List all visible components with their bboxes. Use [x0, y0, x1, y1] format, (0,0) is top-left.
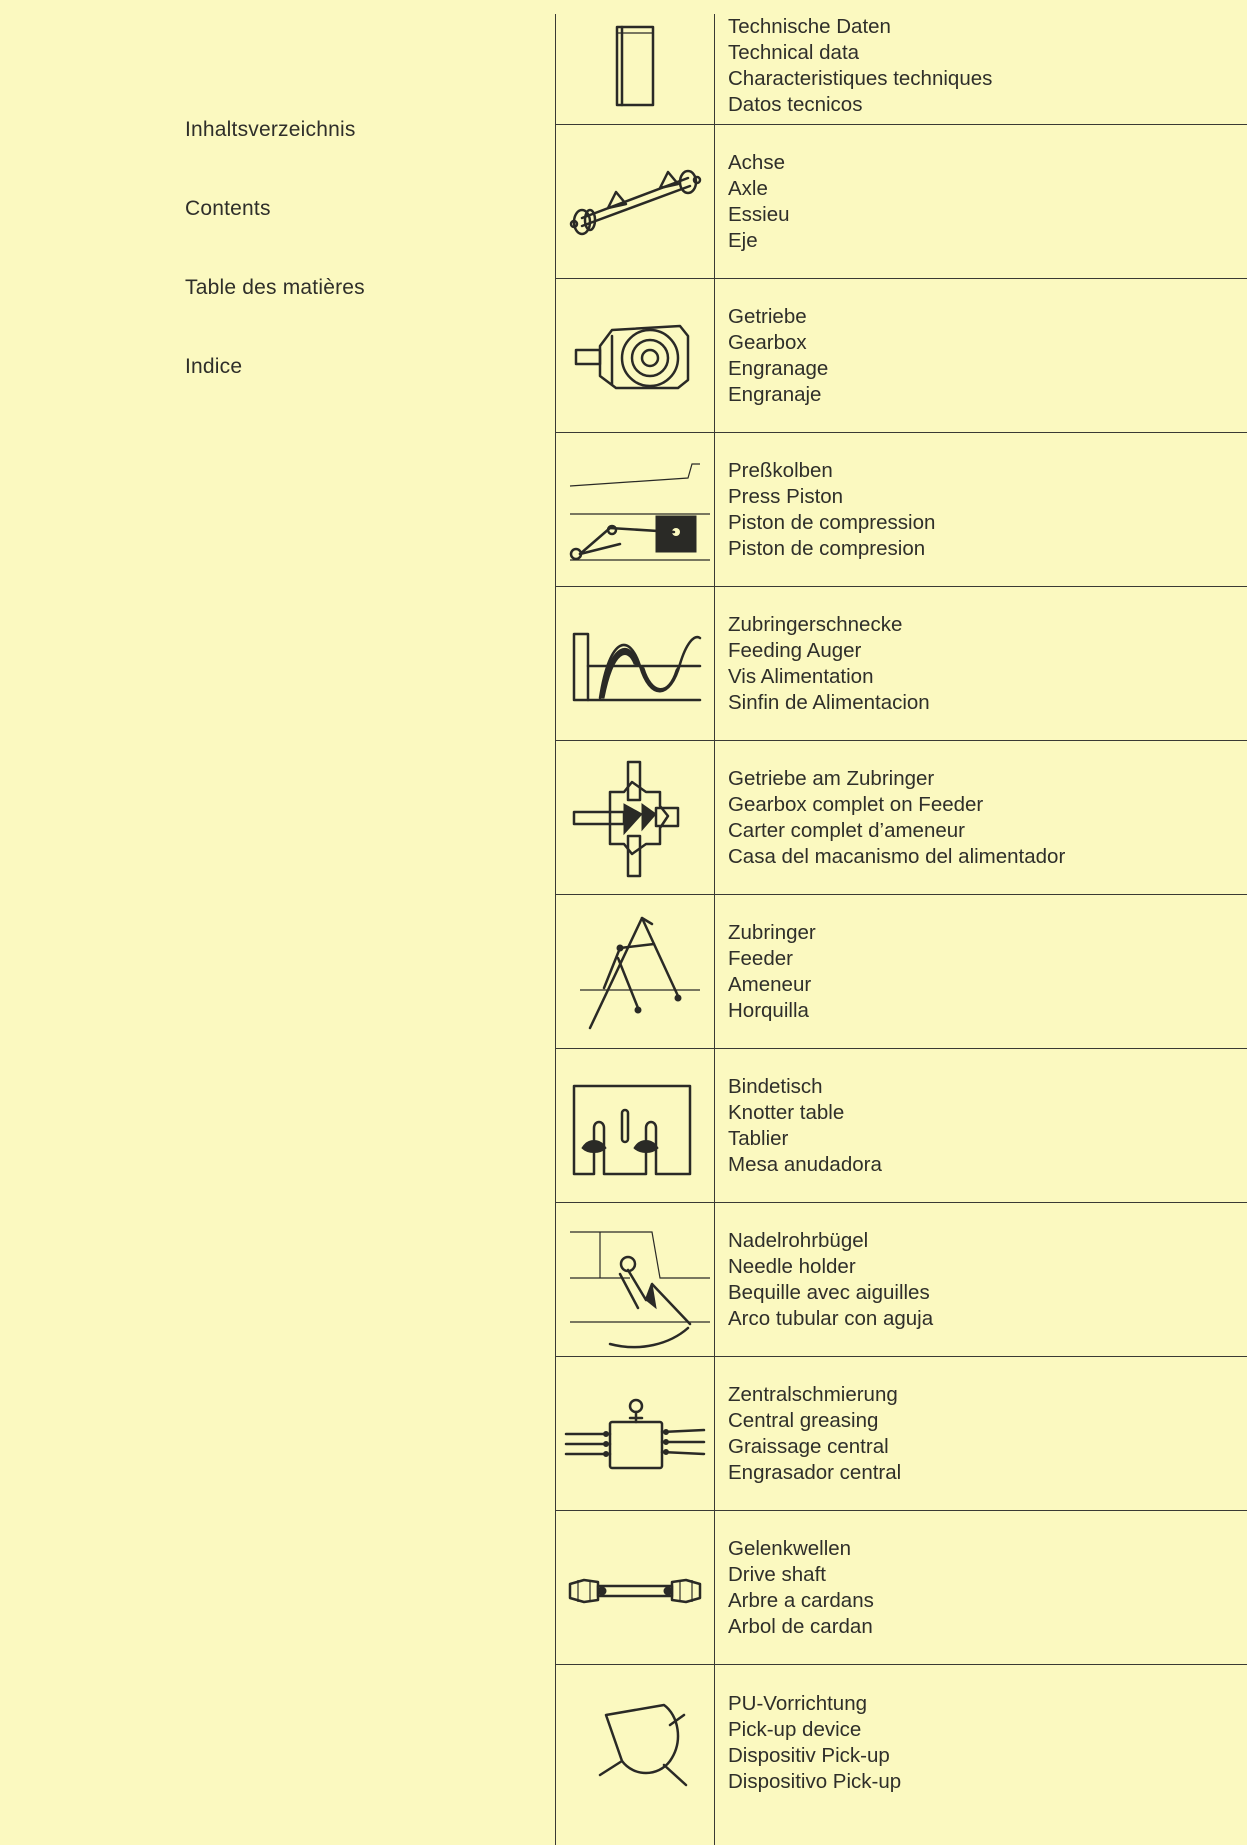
icon-cell: [556, 14, 715, 124]
label-es: Dispositivo Pick-up: [728, 1770, 902, 1793]
heading-french: Table des matières: [185, 276, 365, 299]
label-fr: Dispositiv Pick-up: [728, 1744, 890, 1767]
gearbox-icon: [560, 296, 710, 416]
needle-holder-icon: [560, 1220, 710, 1340]
section-axle[interactable]: [556, 125, 1247, 279]
label-de: Preßkolben: [728, 458, 833, 482]
label-de: Technische Daten: [728, 15, 891, 38]
section-text: [715, 1357, 901, 1510]
label-es: Horquilla: [728, 998, 809, 1022]
label-fr: Tablier: [728, 1126, 789, 1150]
label-es: Sinfin de Alimentacion: [728, 690, 930, 714]
label-en: Gearbox complet on Feeder: [728, 792, 984, 816]
section-text: [715, 279, 828, 432]
icon-cell: [556, 587, 715, 740]
central-greasing-icon: [560, 1374, 710, 1494]
label-fr: Arbre a cardans: [728, 1588, 874, 1612]
icon-cell: [556, 1357, 715, 1510]
label-en: Feeding Auger: [728, 638, 862, 662]
label-de: Bindetisch: [728, 1074, 823, 1098]
feeder-gearbox-icon: [560, 758, 710, 878]
label-de: Achse: [728, 150, 785, 174]
section-text: [715, 1049, 882, 1202]
book-icon: [560, 19, 710, 119]
section-knotter-table[interactable]: [556, 1049, 1247, 1203]
icon-cell: [556, 895, 715, 1048]
section-text: [715, 433, 935, 586]
heading-spanish: Indice: [185, 355, 243, 378]
label-es: Datos tecnicos: [728, 93, 863, 116]
section-text: [715, 587, 930, 740]
pickup-device-icon: [560, 1695, 710, 1815]
icon-cell: [556, 1049, 715, 1202]
icon-cell: [556, 741, 715, 894]
label-en: Technical data: [728, 41, 860, 64]
icon-cell: [556, 1665, 715, 1845]
label-fr: Engranage: [728, 356, 829, 380]
axle-icon: [560, 142, 710, 262]
section-text: [715, 125, 790, 278]
label-es: Mesa anudadora: [728, 1152, 882, 1176]
icon-cell: [556, 279, 715, 432]
heading-german: Inhaltsverzeichnis: [185, 118, 356, 141]
icon-cell: [556, 433, 715, 586]
label-de: Nadelrohrbügel: [728, 1228, 869, 1252]
label-en: Press Piston: [728, 484, 844, 508]
label-de: Getriebe am Zubringer: [728, 766, 935, 790]
section-pickup-device[interactable]: [556, 1665, 1247, 1845]
label-de: Getriebe: [728, 304, 807, 328]
label-es: Casa del macanismo del alimentador: [728, 844, 1066, 868]
drive-shaft-icon: [560, 1528, 710, 1648]
press-piston-icon: [560, 450, 710, 570]
section-drive-shaft[interactable]: [556, 1511, 1247, 1665]
label-de: Zubringer: [728, 920, 816, 944]
feeder-icon: [560, 912, 710, 1032]
heading-english: Contents: [185, 197, 271, 220]
section-central-greasing[interactable]: [556, 1357, 1247, 1511]
section-gearbox[interactable]: [556, 279, 1247, 433]
label-es: Engranaje: [728, 382, 822, 406]
contents-table: [555, 14, 1247, 1845]
section-feeder-gearbox[interactable]: [556, 741, 1247, 895]
label-es: Piston de compresion: [728, 536, 926, 560]
label-fr: Characteristiques techniques: [728, 67, 993, 90]
section-text: [715, 1665, 901, 1845]
label-de: Zubringerschnecke: [728, 612, 903, 636]
section-feeding-auger[interactable]: [556, 587, 1247, 741]
knotter-table-icon: [560, 1066, 710, 1186]
label-en: Drive shaft: [728, 1562, 826, 1586]
label-en: Gearbox: [728, 330, 807, 354]
label-de: Zentralschmierung: [728, 1382, 898, 1406]
label-fr: Graissage central: [728, 1434, 889, 1458]
icon-cell: [556, 1203, 715, 1356]
label-es: Eje: [728, 228, 758, 252]
label-en: Knotter table: [728, 1100, 845, 1124]
section-text: [715, 895, 816, 1048]
section-text: [715, 1203, 933, 1356]
section-technical-data[interactable]: [556, 14, 1247, 125]
label-de: PU-Vorrichtung: [728, 1692, 868, 1715]
section-feeder[interactable]: [556, 895, 1247, 1049]
label-de: Gelenkwellen: [728, 1536, 852, 1560]
label-en: Feeder: [728, 946, 793, 970]
section-text: [715, 14, 992, 124]
icon-cell: [556, 125, 715, 278]
label-es: Arco tubular con aguja: [728, 1306, 934, 1330]
section-text: [715, 1511, 874, 1664]
label-fr: Ameneur: [728, 972, 812, 996]
label-fr: Vis Alimentation: [728, 664, 874, 688]
label-fr: Carter complet d’ameneur: [728, 818, 965, 842]
label-fr: Essieu: [728, 202, 790, 226]
label-en: Needle holder: [728, 1254, 856, 1278]
label-en: Pick-up device: [728, 1718, 862, 1741]
label-es: Arbol de cardan: [728, 1614, 873, 1638]
label-en: Axle: [728, 176, 768, 200]
section-press-piston[interactable]: [556, 433, 1247, 587]
label-es: Engrasador central: [728, 1460, 902, 1484]
section-text: [715, 741, 1065, 894]
label-en: Central greasing: [728, 1408, 879, 1432]
section-needle-holder[interactable]: [556, 1203, 1247, 1357]
feeding-auger-icon: [560, 604, 710, 724]
icon-cell: [556, 1511, 715, 1664]
label-fr: Bequille avec aiguilles: [728, 1280, 930, 1304]
label-fr: Piston de compression: [728, 510, 936, 534]
